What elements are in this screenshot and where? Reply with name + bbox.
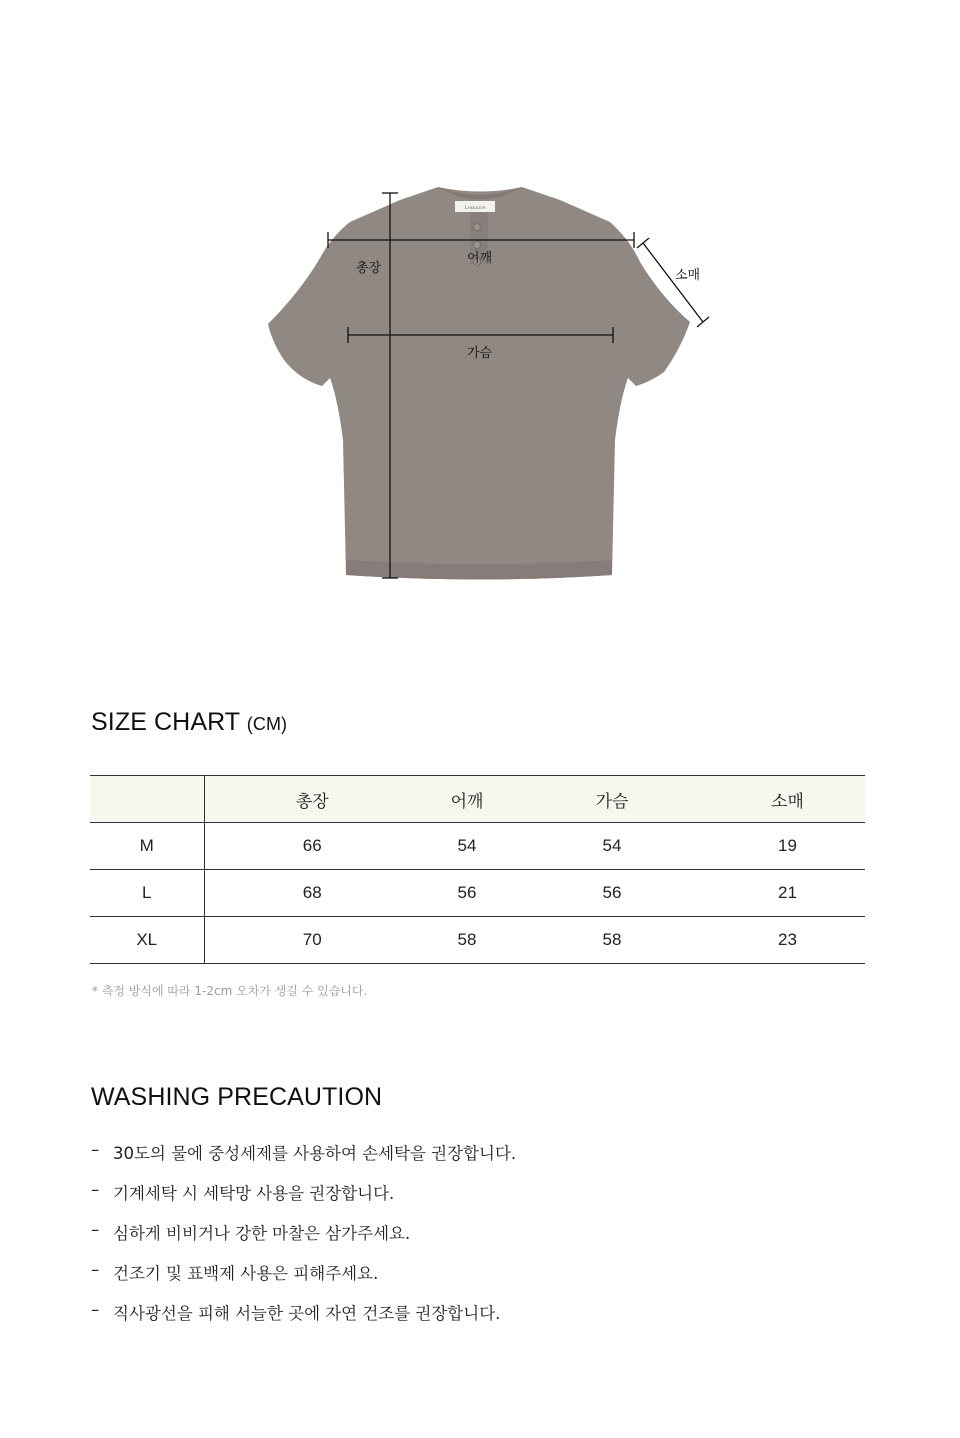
washing-item-text: 건조기 및 표백제 사용은 피해주세요.	[113, 1264, 379, 1283]
table-row	[90, 823, 865, 870]
value-cell: 56	[514, 870, 710, 917]
list-item: – 기계세탁 시 세탁망 사용을 권장합니다.	[91, 1180, 395, 1203]
washing-list	[91, 1140, 516, 1340]
header-cell: 소매	[710, 776, 865, 823]
chest-label: 가슴	[467, 346, 493, 361]
value-cell: 21	[710, 870, 865, 917]
table-row	[90, 917, 865, 964]
washing-item-text: 직사광선을 피해 서늘한 곳에 자연 건조를 권장합니다.	[113, 1304, 501, 1323]
size-cell: L	[90, 870, 204, 917]
measurement-note: * 측정 방식에 따라 1-2cm 오차가 생길 수 있습니다.	[92, 984, 368, 998]
size-chart-heading	[91, 708, 287, 737]
header-cell: 어깨	[420, 776, 514, 823]
shoulder-label: 어깨	[467, 251, 493, 266]
sleeve-label: 소매	[675, 268, 701, 283]
washing-heading: WASHING PRECAUTION	[91, 1083, 383, 1111]
tshirt-illustration	[0, 0, 960, 640]
value-cell: 58	[514, 917, 710, 964]
table-row	[90, 870, 865, 917]
list-item: – 직사광선을 피해 서늘한 곳에 자연 건조를 권장합니다.	[91, 1300, 501, 1323]
size-chart-title: SIZE CHART	[91, 708, 240, 736]
header-cell: 가슴	[514, 776, 710, 823]
length-label: 총장	[356, 261, 382, 276]
value-cell: 19	[710, 823, 865, 870]
value-cell: 58	[420, 917, 514, 964]
size-table	[90, 775, 865, 964]
washing-item-text: 30도의 물에 중성세제를 사용하여 손세탁을 권장합니다.	[113, 1144, 517, 1163]
size-cell: M	[90, 823, 204, 870]
size-chart-unit: (CM)	[246, 714, 288, 734]
garment-diagram	[0, 0, 960, 640]
header-cell	[90, 776, 204, 823]
size-cell: XL	[90, 917, 204, 964]
list-item: – 30도의 물에 중성세제를 사용하여 손세탁을 권장합니다.	[91, 1140, 517, 1163]
value-cell: 54	[420, 823, 514, 870]
list-item: – 심하게 비비거나 강한 마찰은 삼가주세요.	[91, 1220, 411, 1243]
washing-item-text: 심하게 비비거나 강한 마찰은 삼가주세요.	[113, 1224, 411, 1243]
list-item: – 건조기 및 표백제 사용은 피해주세요.	[91, 1260, 379, 1283]
value-cell: 70	[204, 917, 420, 964]
value-cell: 54	[514, 823, 710, 870]
value-cell: 66	[204, 823, 420, 870]
header-cell: 총장	[204, 776, 420, 823]
value-cell: 68	[204, 870, 420, 917]
washing-item-text: 기계세탁 시 세탁망 사용을 권장합니다.	[113, 1184, 395, 1203]
brand-tag-text: Lemaire	[464, 205, 486, 211]
value-cell: 23	[710, 917, 865, 964]
size-table-header-row	[90, 776, 865, 823]
value-cell: 56	[420, 870, 514, 917]
